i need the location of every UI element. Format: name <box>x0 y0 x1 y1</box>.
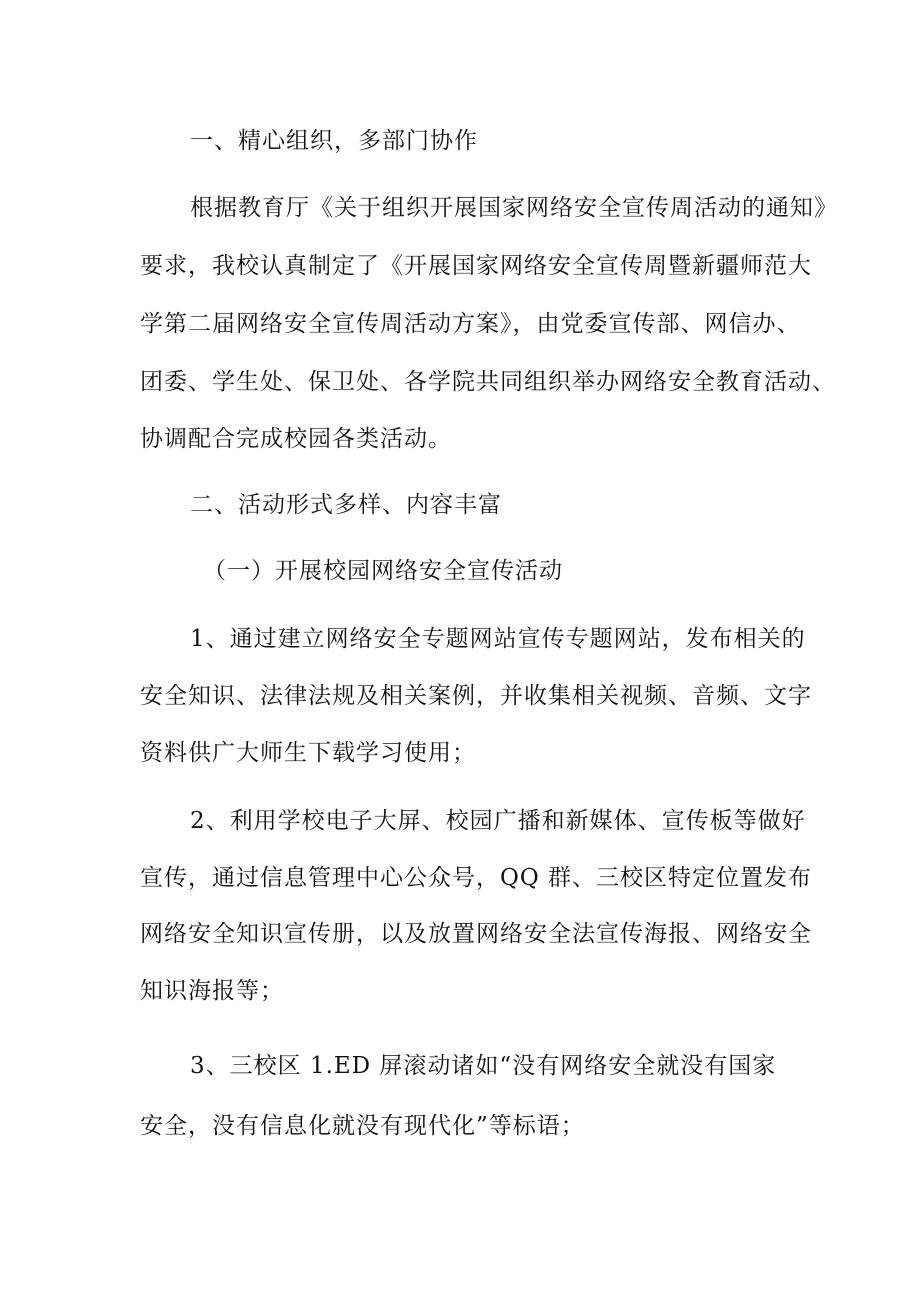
para1-line5: 协调配合完成校园各类活动。 <box>140 426 452 452</box>
item1-line3: 资料供广大师生下载学习使用； <box>140 740 476 766</box>
section1-heading: 一、精心组织，多部门协作 <box>190 128 478 154</box>
subsection1-heading: （一）开展校园网络安全宣传活动 <box>203 558 563 584</box>
item3-line1: 3、三校区 1.ED 屏滚动诸如“没有网络安全就没有国家 <box>190 1053 777 1079</box>
para1-line2: 要求，我校认真制定了《开展国家网络安全宣传周暨新疆师范大 <box>140 253 812 279</box>
item2-line4: 知识海报等； <box>140 978 284 1004</box>
para1-line1: 根据教育厅《关于组织开展国家网络安全宣传周活动的通知》 <box>190 195 838 221</box>
item1-line1: 1、通过建立网络安全专题网站宣传专题网站，发布相关的 <box>190 626 806 652</box>
para1-line3: 学第二届网络安全宣传周活动方案》，由党委宣传部、网信办、 <box>140 311 801 337</box>
item1-line2: 安全知识、法律法规及相关案例，并收集相关视频、音频、文字 <box>140 683 812 709</box>
item3-line2: 安全，没有信息化就没有现代化”等标语； <box>140 1113 585 1139</box>
item2-line3: 网络安全知识宣传册，以及放置网络安全法宣传海报、网络安全 <box>140 921 812 947</box>
item2-line2: 宣传，通过信息管理中心公众号，QQ 群、三校区特定位置发布 <box>140 865 813 891</box>
section2-heading: 二、活动形式多样、内容丰富 <box>190 492 502 518</box>
item2-line1: 2、利用学校电子大屏、校园广播和新媒体、宣传板等做好 <box>190 808 806 834</box>
para1-line4: 团委、学生处、保卫处、各学院共同组织举办网络安全教育活动、 <box>140 369 836 395</box>
